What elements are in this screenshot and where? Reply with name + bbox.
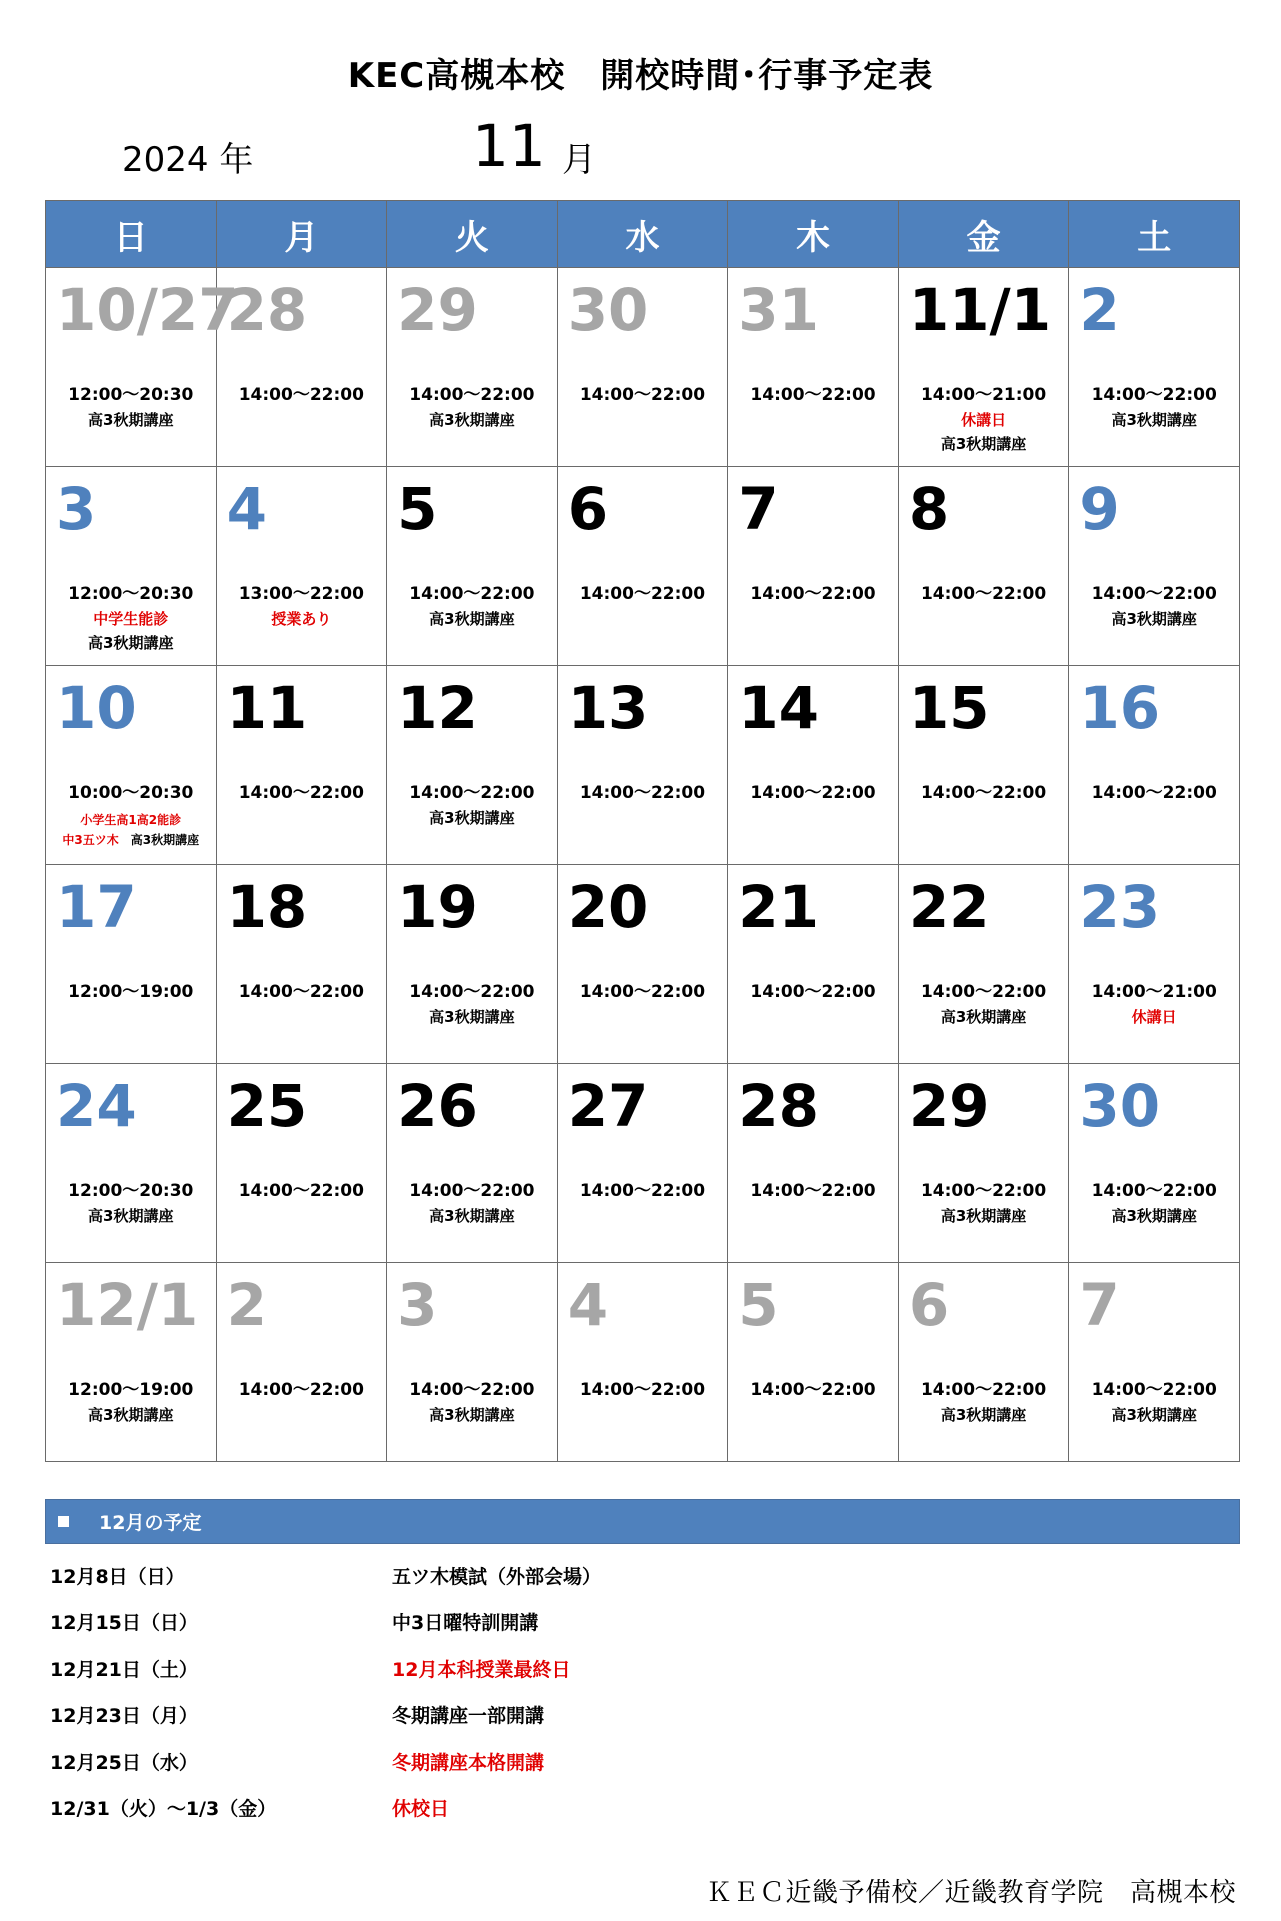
opening-hours: 14:00～22:00: [1091, 783, 1217, 803]
day-cell: [898, 467, 1069, 666]
schedule-row: [50, 1552, 1230, 1599]
week-row: [46, 1263, 1240, 1462]
opening-hours: 14:00～21:00: [1091, 982, 1217, 1002]
day-notes: [46, 1403, 216, 1427]
note-line: [387, 607, 557, 631]
opening-hours: 12:00～20:30: [68, 1181, 194, 1201]
day-cell: [557, 467, 728, 666]
schedule-date: 12月15日（日）: [50, 1612, 198, 1635]
opening-hours: 13:00～22:00: [238, 584, 364, 604]
day-cell: [1069, 666, 1240, 865]
day-number: 6: [567, 475, 609, 543]
day-number: 16: [1079, 674, 1161, 742]
day-cell: [387, 1064, 558, 1263]
week-row: [46, 1064, 1240, 1263]
day-number: 21: [738, 873, 819, 941]
event-note-red: 小学生高1高2能診: [80, 813, 182, 827]
month-unit: 月: [562, 140, 596, 180]
week-row: [46, 666, 1240, 865]
opening-hours: 14:00～22:00: [579, 584, 706, 604]
opening-hours: 14:00～22:00: [750, 1181, 876, 1201]
note-line: [46, 631, 216, 655]
opening-hours: 12:00～20:30: [68, 584, 194, 604]
day-number: 23: [1079, 873, 1161, 941]
event-note-red: 中3五ツ木: [62, 833, 119, 847]
day-number: 8: [908, 475, 950, 543]
day-cell: [1069, 865, 1240, 1064]
opening-hours: 14:00～22:00: [1091, 385, 1217, 405]
opening-hours: 14:00～22:00: [750, 982, 876, 1002]
day-number: 17: [56, 873, 137, 941]
day-cell: [557, 666, 728, 865]
day-cell: [46, 666, 217, 865]
course-note: 高3秋期講座: [429, 1406, 515, 1424]
schedule-date: 12/31（火）～1/3（金）: [50, 1798, 277, 1821]
note-line: [46, 1403, 216, 1427]
schedule-row: [50, 1645, 1230, 1692]
day-cell: [46, 865, 217, 1064]
year-unit: 年: [219, 140, 254, 180]
course-note: 高3秋期講座: [429, 809, 515, 827]
event-note-red: 休講日: [1131, 1008, 1177, 1026]
opening-hours: 14:00～22:00: [920, 783, 1047, 803]
day-cell: [898, 1263, 1069, 1462]
day-number: 3: [56, 475, 97, 543]
schedule-row: [50, 1692, 1230, 1739]
opening-hours: 14:00～22:00: [920, 1181, 1047, 1201]
note-line: [217, 607, 387, 631]
day-cell: [557, 865, 728, 1064]
course-note: 高3秋期講座: [940, 1406, 1027, 1424]
weekday-sat: 土: [1069, 201, 1240, 268]
day-cell: [557, 1263, 728, 1462]
day-number: 3: [397, 1271, 438, 1339]
schedule-event: 中3日曜特訓開講: [392, 1612, 539, 1635]
opening-hours: 14:00～21:00: [920, 385, 1047, 405]
event-note-red: 中学生能診: [93, 610, 169, 628]
schedule-event: 休校日: [392, 1798, 450, 1821]
day-number: 4: [226, 475, 267, 543]
day-notes: [387, 1403, 557, 1427]
footer-school-name: ＫＥＣ近畿予備校／近畿教育学院 高槻本校: [705, 1878, 1236, 1908]
square-bullet-icon: [58, 1516, 69, 1527]
course-note: 高3秋期講座: [88, 634, 174, 652]
note-line: [1069, 1204, 1239, 1228]
opening-hours: 14:00～22:00: [920, 584, 1047, 604]
note-line: [387, 1005, 557, 1029]
day-notes: [899, 1005, 1069, 1029]
event-note-red: 休講日: [961, 411, 1007, 429]
day-notes: [387, 1005, 557, 1029]
day-number: 30: [567, 276, 649, 344]
day-number: 11: [226, 674, 308, 742]
day-notes: [46, 1204, 216, 1228]
calendar-body: [46, 268, 1240, 1462]
note-line: [1069, 1005, 1239, 1029]
day-notes: [899, 408, 1069, 456]
course-note: 高3秋期講座: [1111, 1207, 1197, 1225]
month-value: 11: [472, 112, 546, 180]
day-cell: [216, 467, 387, 666]
weekday-wed: 水: [557, 201, 728, 268]
day-number: 9: [1079, 475, 1120, 543]
note-line: [46, 408, 216, 432]
note-line: [899, 408, 1069, 432]
schedule-event: 12月本科授業最終日: [392, 1658, 571, 1681]
day-notes: [899, 1204, 1069, 1228]
opening-hours: 12:00～20:30: [68, 385, 194, 405]
opening-hours: 14:00～22:00: [920, 1380, 1047, 1400]
opening-hours: 14:00～22:00: [579, 385, 706, 405]
day-number: 18: [226, 873, 308, 941]
day-number: 30: [1079, 1072, 1161, 1140]
opening-hours: 14:00～22:00: [750, 1380, 876, 1400]
course-note: 高3秋期講座: [429, 1207, 515, 1225]
course-note: 高3秋期講座: [1111, 1406, 1197, 1424]
day-number: 12/1: [56, 1271, 199, 1339]
note-line: [899, 1005, 1069, 1029]
opening-hours: 14:00～22:00: [1091, 584, 1217, 604]
day-notes: [387, 607, 557, 631]
course-note: 高3秋期講座: [940, 1008, 1027, 1026]
opening-hours: 14:00～22:00: [409, 1181, 535, 1201]
day-cell: [728, 666, 899, 865]
opening-hours: 14:00～22:00: [238, 385, 364, 405]
note-line: [387, 806, 557, 830]
course-note: 高3秋期講座: [88, 1207, 174, 1225]
schedule-row: [50, 1599, 1230, 1646]
schedule-event: 冬期講座一部開講: [392, 1705, 545, 1728]
page-title: KEC高槻本校 開校時間･行事予定表: [347, 56, 934, 96]
day-notes: [387, 806, 557, 830]
schedule-date: 12月23日（月）: [50, 1705, 198, 1728]
course-note: 高3秋期講座: [940, 1207, 1027, 1225]
day-cell: [557, 1064, 728, 1263]
day-cell: [387, 865, 558, 1064]
day-notes: [1069, 1005, 1239, 1029]
day-cell: [728, 865, 899, 1064]
note-line: [1069, 1403, 1239, 1427]
week-row: [46, 865, 1240, 1064]
day-number: 26: [397, 1072, 478, 1140]
opening-hours: 14:00～22:00: [920, 982, 1047, 1002]
day-cell: [1069, 1064, 1240, 1263]
opening-hours: 12:00～19:00: [68, 1380, 194, 1400]
note-line: [46, 830, 216, 850]
opening-hours: 14:00～22:00: [579, 1380, 706, 1400]
opening-hours: 14:00～22:00: [1091, 1380, 1217, 1400]
day-number: 15: [908, 674, 990, 742]
day-number: 29: [908, 1072, 990, 1140]
day-cell: [387, 467, 558, 666]
day-cell: [216, 1064, 387, 1263]
note-line: [1069, 607, 1239, 631]
opening-hours: 14:00～22:00: [238, 982, 364, 1002]
opening-hours: 14:00～22:00: [238, 783, 364, 803]
day-number: 24: [56, 1072, 137, 1140]
day-number: 28: [226, 276, 308, 344]
schedule-row: [50, 1738, 1230, 1785]
day-cell: [1069, 268, 1240, 467]
day-cell: [387, 666, 558, 865]
year-label: [122, 132, 253, 181]
day-number: 2: [1079, 276, 1120, 344]
course-note: 高3秋期講座: [429, 411, 515, 429]
schedule-date: 12月25日（水）: [50, 1751, 198, 1774]
weekday-mon: 月: [216, 201, 387, 268]
opening-hours: 14:00～22:00: [750, 385, 876, 405]
schedule-row: [50, 1785, 1230, 1832]
note-line: [899, 432, 1069, 456]
schedule-event: 冬期講座本格開講: [392, 1751, 545, 1774]
day-cell: [898, 666, 1069, 865]
day-notes: [217, 607, 387, 631]
day-notes: [1069, 1204, 1239, 1228]
week-row: [46, 268, 1240, 467]
opening-hours: 14:00～22:00: [1091, 1181, 1217, 1201]
day-notes: [46, 810, 216, 850]
schedule-date: 12月8日（日）: [50, 1565, 185, 1588]
opening-hours: 14:00～22:00: [579, 1181, 706, 1201]
day-cell: [728, 1263, 899, 1462]
course-note: 高3秋期講座: [940, 435, 1027, 453]
note-line: [387, 1204, 557, 1228]
day-cell: [898, 268, 1069, 467]
day-number: 13: [567, 674, 649, 742]
day-cell: [46, 268, 239, 467]
calendar-table: [45, 200, 1240, 1462]
opening-hours: 14:00～22:00: [409, 783, 535, 803]
day-number: 20: [567, 873, 649, 941]
day-cell: [216, 1263, 387, 1462]
december-section-header: [45, 1499, 1240, 1544]
day-cell: [46, 1263, 217, 1462]
opening-hours: 14:00～22:00: [750, 584, 876, 604]
note-line: [46, 810, 216, 830]
weekday-header-row: [46, 201, 1240, 268]
day-notes: [387, 408, 557, 432]
day-cell: [46, 1064, 217, 1263]
day-notes: [1069, 408, 1239, 432]
day-number: 19: [397, 873, 478, 941]
day-cell: [728, 467, 899, 666]
day-number: 27: [567, 1072, 649, 1140]
opening-hours: 14:00～22:00: [238, 1181, 364, 1201]
day-number: 28: [738, 1072, 819, 1140]
december-heading: 12月の予定: [99, 1512, 202, 1534]
course-note: 高3秋期講座: [88, 411, 174, 429]
day-number: 7: [738, 475, 779, 543]
day-number: 4: [567, 1271, 609, 1339]
opening-hours: 14:00～22:00: [409, 1380, 535, 1400]
note-line: [899, 1204, 1069, 1228]
day-cell: [216, 666, 387, 865]
day-number: 22: [908, 873, 990, 941]
opening-hours: 14:00～22:00: [409, 385, 535, 405]
day-cell: [46, 467, 217, 666]
day-number: 31: [738, 276, 819, 344]
day-cell: [898, 1064, 1069, 1263]
day-cell: [728, 268, 899, 467]
note-line: [1069, 408, 1239, 432]
day-number: 5: [397, 475, 438, 543]
day-cell: [216, 865, 387, 1064]
day-notes: [387, 1204, 557, 1228]
note-line: [46, 1204, 216, 1228]
weekday-tue: 火: [387, 201, 558, 268]
day-number: 29: [397, 276, 478, 344]
day-cell: [557, 268, 728, 467]
opening-hours: 14:00～22:00: [579, 783, 706, 803]
opening-hours: 14:00～22:00: [579, 982, 706, 1002]
day-cell: [216, 268, 387, 467]
day-number: 14: [738, 674, 819, 742]
day-notes: [1069, 607, 1239, 631]
course-note: 高3秋期講座: [429, 610, 515, 628]
opening-hours: 14:00～22:00: [409, 584, 535, 604]
day-number: 10/27: [56, 276, 239, 344]
december-schedule-list: [50, 1552, 1230, 1831]
day-notes: [46, 607, 216, 655]
opening-hours: 10:00～20:30: [68, 783, 194, 803]
day-notes: [46, 408, 216, 432]
course-note: 高3秋期講座: [88, 1406, 174, 1424]
course-note: 高3秋期講座: [1111, 411, 1197, 429]
day-cell: [1069, 1263, 1240, 1462]
schedule-event: 五ツ木模試（外部会場）: [392, 1565, 602, 1588]
course-note: 高3秋期講座: [429, 1008, 515, 1026]
note-line: [899, 1403, 1069, 1427]
day-notes: [899, 1403, 1069, 1427]
note-line: [387, 408, 557, 432]
day-number: 7: [1079, 1271, 1120, 1339]
day-number: 2: [226, 1271, 267, 1339]
schedule-date: 12月21日（土）: [50, 1658, 198, 1681]
day-number: 5: [738, 1271, 779, 1339]
course-note: 高3秋期講座: [130, 833, 200, 847]
opening-hours: 14:00～22:00: [750, 783, 876, 803]
week-row: [46, 467, 1240, 666]
weekday-fri: 金: [898, 201, 1069, 268]
day-number: 11/1: [908, 276, 1052, 344]
day-notes: [1069, 1403, 1239, 1427]
day-number: 10: [56, 674, 137, 742]
event-note-red: 授業あり: [271, 610, 332, 628]
day-number: 12: [397, 674, 478, 742]
course-note: 高3秋期講座: [1111, 610, 1197, 628]
opening-hours: 14:00～22:00: [238, 1380, 364, 1400]
note-line: [46, 607, 216, 631]
day-cell: [728, 1064, 899, 1263]
weekday-thu: 木: [728, 201, 899, 268]
day-number: 6: [908, 1271, 950, 1339]
opening-hours: 12:00～19:00: [68, 982, 194, 1002]
day-cell: [387, 268, 558, 467]
weekday-sun: 日: [46, 201, 217, 268]
day-cell: [898, 865, 1069, 1064]
day-cell: [387, 1263, 558, 1462]
day-number: 25: [226, 1072, 308, 1140]
year-value: 2024: [122, 140, 209, 180]
opening-hours: 14:00～22:00: [409, 982, 535, 1002]
note-line: [387, 1403, 557, 1427]
day-cell: [1069, 467, 1240, 666]
